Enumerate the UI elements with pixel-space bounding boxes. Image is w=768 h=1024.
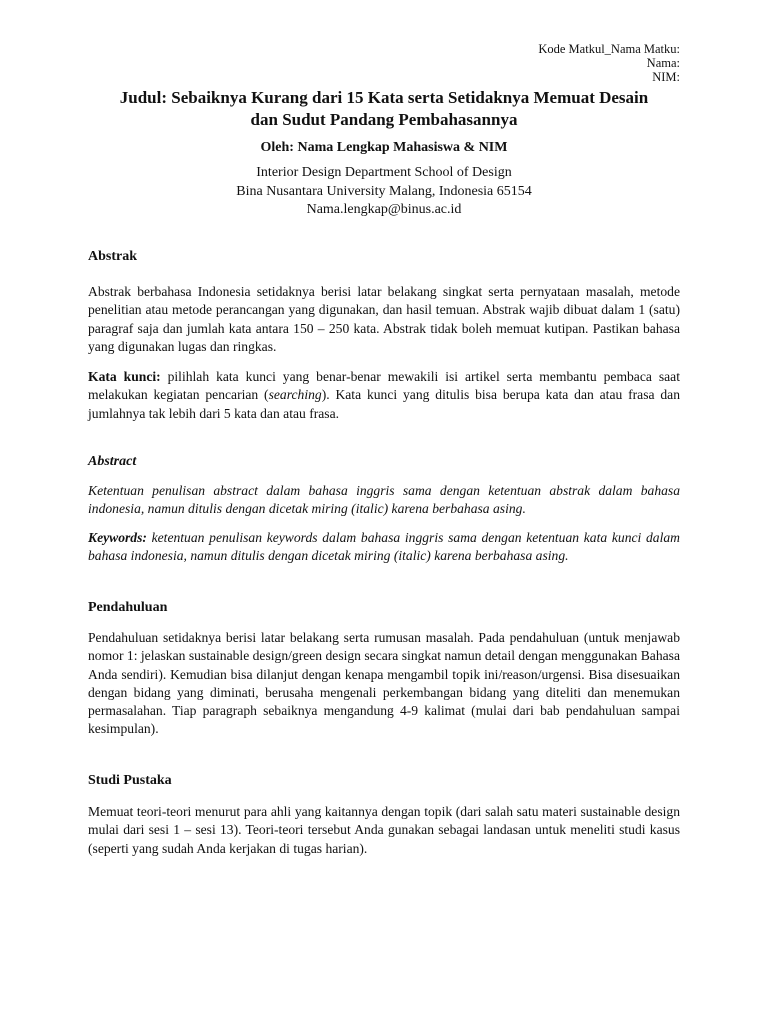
studi-pustaka-heading: Studi Pustaka — [88, 773, 172, 788]
paper-title-line-1: Judul: Sebaiknya Kurang dari 15 Kata serta Setidaknya Memuat Desain — [119, 88, 649, 107]
abstract-heading: Abstract — [88, 454, 137, 469]
studi-pustaka-section — [88, 773, 680, 858]
abstrak-heading: Abstrak — [88, 249, 138, 264]
pendahuluan-heading: Pendahuluan — [88, 600, 168, 615]
keywords-text: ketentuan penulisan keywords dalam bahasa inggris sama dengan ketentuan kata kunci dalam bahasa indonesia, namun ditulis dengan dicetak miring (italic) karena berbahasa asing. — [88, 529, 680, 563]
kata-kunci-text-1: pilihlah kata kunci yang benar-benar mewakili isi artikel serta membantu pembaca saat melakukan kegiatan pencarian ( — [88, 369, 680, 403]
course-code-label: Kode Matkul_Nama Matku: — [538, 42, 680, 56]
affiliation-block — [88, 164, 680, 220]
abstrak-section — [88, 249, 680, 423]
keywords-label: Keywords: — [88, 529, 147, 545]
kata-kunci-text-2: ). Kata kunci yang ditulis bisa berupa kata dan atau frasa dan jumlahnya tak lebih dari 5 kata dan atau frasa. — [88, 387, 680, 421]
studi-pustaka-body: Memuat teori-teori menurut para ahli yang kaitannya dengan topik (dari salah satu materi sustainable design mulai dari sesi 1 – sesi 13). Teori-teori tersebut Anda gunakan sebagai landasan untuk meneliti studi kasus (seperti yang sudah Anda kerjakan di tugas harian). — [88, 804, 680, 856]
student-nim-label: NIM: — [652, 70, 680, 84]
abstract-body: Ketentuan penulisan abstract dalam bahasa inggris sama dengan ketentuan abstrak dalam bahasa indonesia, namun ditulis dengan dicetak miring (italic) karena berbahasa asing. — [88, 483, 680, 517]
paper-title — [88, 87, 680, 131]
kata-kunci-paragraph — [88, 368, 680, 423]
paper-title-line-2: dan Sudut Pandang Pembahasannya — [250, 110, 518, 129]
abstract-section — [88, 454, 680, 565]
author-line: Oleh: Nama Lengkap Mahasiswa & NIM — [260, 140, 508, 155]
document-header-meta — [538, 42, 680, 84]
kata-kunci-italic: searching — [268, 387, 322, 403]
keywords-paragraph — [88, 529, 680, 566]
student-name-label: Nama: — [646, 56, 680, 70]
pendahuluan-body: Pendahuluan setidaknya berisi latar belakang serta rumusan masalah. Pada pendahuluan (untuk menjawab nomor 1: jelaskan sustainable design/green design secara singkat namun detail dengan menggunakan Bahasa Anda sendiri). Kemudian bisa dilanjut dengan kenapa mengambil topik ini/reason/urgensi. Bisa disesuaikan dengan bidang yang diminati, berusaha mengenali perkembangan bidang yang diteliti dan menemukan permasalahan. Tiap paragraph sebaiknya mengandung 4-9 kalimat (mulai dari bab pendahuluan sampai kesimpulan). — [88, 630, 680, 737]
abstrak-body: Abstrak berbahasa Indonesia setidaknya berisi latar belakang singkat serta pernyataan masalah, metode penelitian atau metode perancangan yang digunakan, dan hasil temuan. Abstrak wajib dibuat dalam 1 (satu) paragraf saja dan jumlah kata antara 150 – 250 kata. Abstrak tidak boleh memuat kutipan. Pastikan bahasa yang digunakan lugas dan ringkas. — [88, 284, 680, 354]
pendahuluan-section — [88, 600, 680, 739]
email: Nama.lengkap@binus.ac.id — [306, 202, 462, 217]
kata-kunci-label: Kata kunci: — [88, 369, 161, 385]
department: Interior Design Department School of Design — [256, 165, 512, 180]
university: Bina Nusantara University Malang, Indonesia 65154 — [236, 183, 532, 199]
